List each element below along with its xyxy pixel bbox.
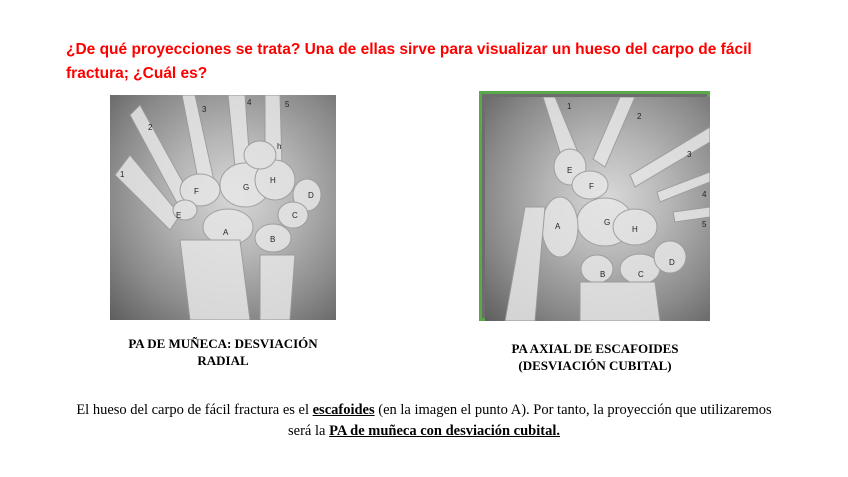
left-label-D: D (308, 191, 314, 200)
xray-left-illustration (110, 95, 336, 320)
right-label-F: F (589, 182, 594, 191)
right-label-G: G (604, 218, 611, 227)
question-text (66, 38, 766, 86)
left-label-H: H (270, 176, 276, 185)
xray-frame-green (479, 91, 710, 321)
left-label-A: A (223, 228, 229, 237)
left-label-E: E (176, 211, 182, 220)
right-label-D: D (669, 258, 675, 267)
left-label-3: 3 (202, 105, 207, 114)
xray-ulnar-deviation (485, 97, 710, 321)
right-label-4: 4 (702, 190, 707, 199)
left-label-G: G (243, 183, 250, 192)
xray-right-illustration (485, 97, 710, 321)
answer-part-1: El hueso del carpo de fácil fractura es el (76, 402, 313, 418)
caption-right-line-2: (DESVIACIÓN CUBITAL) (518, 358, 672, 373)
right-label-2: 2 (637, 112, 642, 121)
caption-right (470, 340, 720, 374)
right-label-H: H (632, 225, 638, 234)
caption-right-line-1: PA AXIAL DE ESCAFOIDES (511, 341, 679, 356)
xray-radial-deviation (110, 95, 336, 320)
right-label-5: 5 (702, 220, 707, 229)
left-label-B: B (270, 235, 276, 244)
right-label-B: B (600, 270, 606, 279)
answer-text (20, 400, 828, 442)
left-label-F: F (194, 187, 199, 196)
caption-left (110, 335, 336, 369)
left-label-2: 2 (148, 123, 153, 132)
caption-left-line-1: PA DE MUÑECA: DESVIACIÓN (128, 336, 318, 351)
answer-projection: PA de muñeca con desviación cubital. (329, 423, 560, 439)
answer-part-2: (en la imagen el punto A). Por tanto, la proyección que utilizaremos (374, 402, 772, 418)
right-label-E: E (567, 166, 573, 175)
caption-left-line-2: RADIAL (197, 353, 249, 368)
left-label-C: C (292, 211, 298, 220)
answer-bone: escafoides (312, 402, 375, 418)
right-label-3: 3 (687, 150, 692, 159)
left-label-5: 5 (285, 100, 290, 109)
question-line-1: ¿De qué proyecciones se trata? Una de ellas sirve para visualizar un hueso del carpo de fácil (66, 41, 752, 58)
right-label-1: 1 (567, 102, 572, 111)
question-line-2: fractura; ¿Cuál es? (66, 65, 208, 82)
left-label-h: h (277, 142, 282, 151)
right-label-C: C (638, 270, 644, 279)
left-label-1: 1 (120, 170, 125, 179)
answer-part-3: será la (288, 423, 330, 439)
right-label-A: A (555, 222, 561, 231)
left-label-4: 4 (247, 98, 252, 107)
